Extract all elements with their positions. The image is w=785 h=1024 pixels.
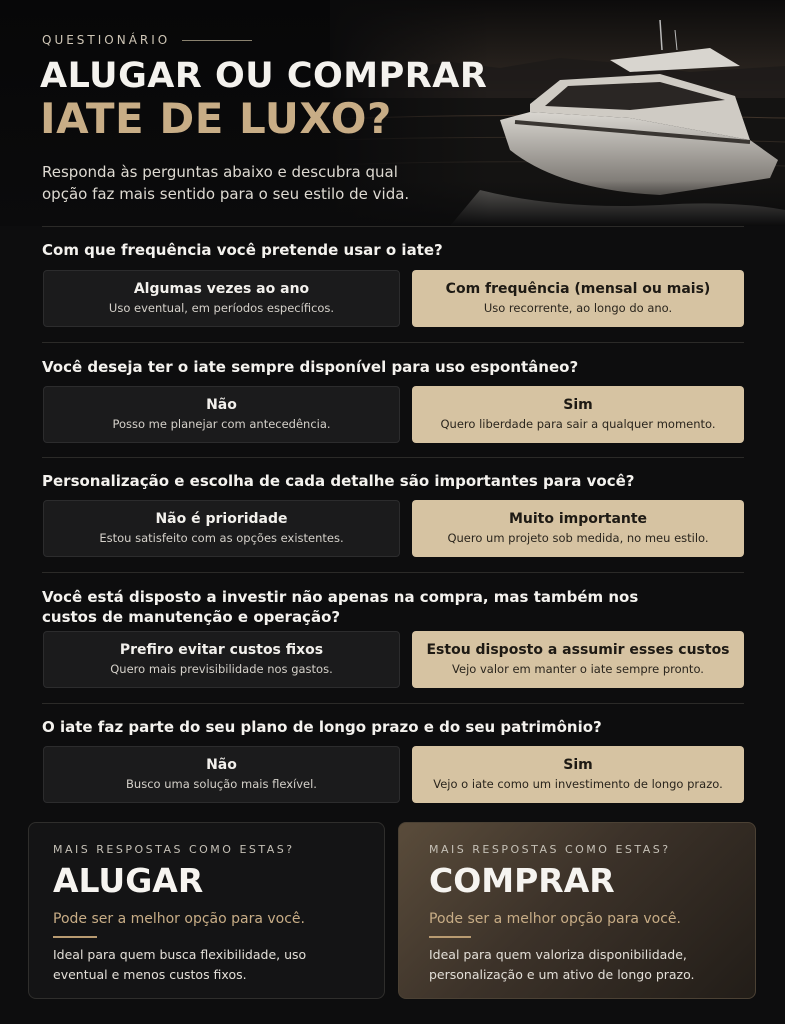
result-tagline: Pode ser a melhor opção para você.: [53, 911, 305, 927]
option-subtitle: Busco uma solução mais flexível.: [126, 777, 317, 791]
option-title: Não: [206, 397, 237, 413]
option-5-left[interactable]: [43, 746, 400, 803]
option-3-right[interactable]: [412, 500, 744, 557]
section-divider: [42, 226, 744, 227]
option-5-right[interactable]: [412, 746, 744, 803]
option-title: Sim: [563, 397, 593, 413]
option-subtitle: Uso recorrente, ao longo do ano.: [483, 301, 673, 315]
result-card-buy: [398, 822, 756, 999]
option-subtitle: Estou satisfeito com as opções existentes.: [99, 531, 344, 545]
result-title: COMPRAR: [429, 861, 615, 900]
result-description: Ideal para quem busca flexibilidade, uso eventual e menos custos fixos.: [53, 947, 307, 982]
result-kicker: MAIS RESPOSTAS COMO ESTAS?: [429, 843, 671, 856]
result-kicker: MAIS RESPOSTAS COMO ESTAS?: [53, 843, 295, 856]
option-4-left[interactable]: [43, 631, 400, 688]
result-divider: [429, 936, 471, 938]
option-2-left[interactable]: [43, 386, 400, 443]
option-title: Prefiro evitar custos fixos: [119, 642, 324, 658]
option-title: Não: [206, 757, 237, 773]
option-subtitle: Vejo o iate como um investimento de longo prazo.: [433, 777, 723, 791]
option-title: Estou disposto a assumir esses custos: [426, 642, 730, 658]
result-card-rent: [28, 822, 385, 999]
option-title: Algumas vezes ao ano: [133, 281, 310, 297]
result-title: ALUGAR: [53, 861, 204, 900]
result-divider: [53, 936, 97, 938]
option-2-right[interactable]: [412, 386, 744, 443]
result-description: Ideal para quem valoriza disponibilidade, personalização e um ativo de longo prazo.: [429, 947, 695, 982]
question-1: Com que frequência você pretende usar o iate?: [42, 241, 443, 259]
eyebrow-label: [42, 33, 252, 47]
page-title-line1: ALUGAR OU COMPRAR: [40, 56, 488, 96]
eyebrow-divider: [182, 40, 252, 41]
option-title: Não é prioridade: [155, 511, 288, 527]
section-divider: [42, 342, 744, 343]
question-5: O iate faz parte do seu plano de longo prazo e do seu patrimônio?: [42, 718, 602, 736]
option-1-right[interactable]: [412, 270, 744, 327]
option-1-left[interactable]: [43, 270, 400, 327]
option-subtitle: Posso me planejar com antecedência.: [112, 417, 331, 431]
hero-section: [0, 0, 785, 226]
question-4: Você está disposto a investir não apenas na compra, mas também nos custos de manutenção e operação?: [42, 588, 639, 626]
question-3: Personalização e escolha de cada detalhe são importantes para você?: [42, 472, 635, 490]
option-subtitle: Quero liberdade para sair a qualquer momento.: [440, 417, 716, 431]
section-divider: [42, 703, 744, 704]
option-3-left[interactable]: [43, 500, 400, 557]
option-subtitle: Vejo valor em manter o iate sempre pronto.: [452, 662, 704, 676]
section-divider: [42, 572, 744, 573]
option-subtitle: Quero um projeto sob medida, no meu estilo.: [447, 531, 709, 545]
page-title-line2: IATE DE LUXO?: [40, 94, 392, 143]
option-title: Sim: [563, 757, 593, 773]
result-tagline: Pode ser a melhor opção para você.: [429, 911, 681, 927]
question-2: Você deseja ter o iate sempre disponível para uso espontâneo?: [42, 358, 579, 376]
option-subtitle: Quero mais previsibilidade nos gastos.: [110, 662, 333, 676]
section-divider: [42, 457, 744, 458]
option-title: Muito importante: [508, 511, 648, 527]
eyebrow-text: QUESTIONÁRIO: [42, 33, 171, 47]
page-subtitle: Responda às perguntas abaixo e descubra qual opção faz mais sentido para o seu estilo de vida.: [42, 163, 410, 203]
option-subtitle: Uso eventual, em períodos específicos.: [108, 301, 335, 315]
option-4-right[interactable]: [412, 631, 744, 688]
option-title: Com frequência (mensal ou mais): [445, 281, 711, 297]
